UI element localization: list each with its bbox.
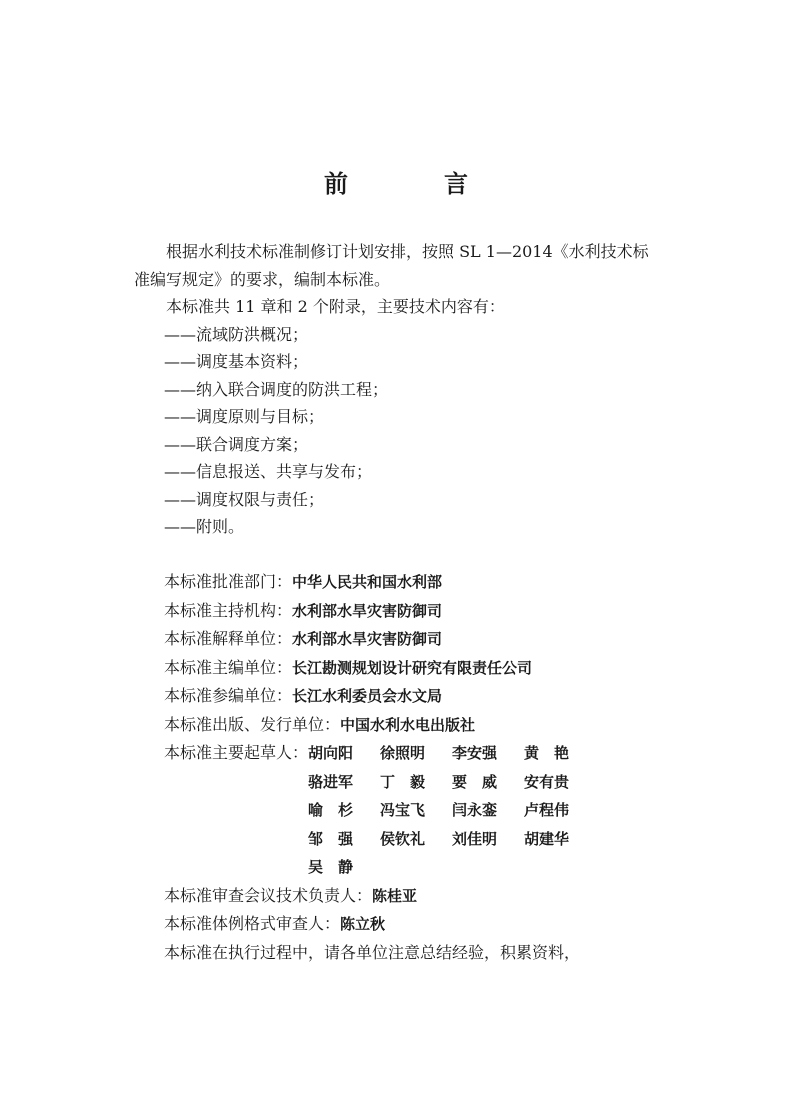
intro-paragraph-1: 根据水利技术标准制修订计划安排，按照 SL 1—2014《水利技术标准编写规定》的要求，编制本标准。: [134, 242, 649, 289]
participating-unit-value: 长江水利委员会水文局: [292, 687, 443, 705]
list-item: ——调度权限与责任；: [164, 489, 325, 509]
interpret-value: 水利部水旱灾害防御司: [292, 630, 443, 648]
drafter-name: 卢程伟: [524, 801, 570, 819]
format-review-label: 本标准体例格式审查人：: [164, 914, 341, 933]
approval-label: 本标准批准部门：: [164, 572, 293, 591]
drafter-name: 徐照明: [380, 744, 426, 762]
content-list: [134, 321, 654, 541]
list-item: ——信息报送、共享与发布；: [164, 462, 373, 481]
drafter-name: 喻 杉: [308, 801, 354, 819]
list-item: ——调度原则与目标；: [164, 407, 325, 426]
drafter-name: 李安强: [452, 744, 498, 762]
approval-value: 中华人民共和国水利部: [292, 573, 443, 591]
review-value: 陈桂亚: [372, 886, 418, 905]
intro-paragraph-2: 本标准共 11 章和 2 个附录，主要技术内容有：: [166, 297, 505, 316]
drafter-name: 黄 艳: [524, 744, 570, 762]
publisher-row: [134, 711, 654, 740]
list-item: ——流域防洪概况；: [164, 324, 309, 344]
drafter-name: 冯宝飞: [380, 801, 426, 819]
drafters-line: [308, 739, 596, 768]
list-item: ——联合调度方案；: [164, 434, 309, 454]
format-review-row: [134, 910, 654, 939]
drafters-line: [308, 853, 596, 882]
list-item: ——附则。: [164, 517, 245, 536]
drafters-list: [308, 739, 596, 882]
drafter-name: 邹 强: [308, 829, 354, 848]
host-label: 本标准主持机构：: [164, 600, 293, 620]
publisher-label: 本标准出版、发行单位：: [164, 714, 341, 734]
drafters-line: [308, 825, 596, 854]
page-title: 前 言: [324, 170, 504, 198]
list-item: ——调度基本资料；: [164, 352, 309, 371]
drafters-line: [308, 796, 596, 825]
drafter-name: 骆进军: [308, 772, 354, 791]
closing-line: 本标准在执行过程中，请各单位注意总结经验，积累资料，: [164, 942, 581, 962]
drafter-name: 胡建华: [524, 829, 570, 848]
chief-editor-value: 长江勘测规划设计研究有限责任公司: [292, 658, 533, 677]
drafters-row: [134, 739, 654, 882]
document-body: [134, 238, 654, 966]
section-gap: [134, 541, 654, 569]
chief-editor-row: [134, 654, 654, 683]
participating-unit-row: [134, 682, 654, 711]
review-row: [134, 882, 654, 911]
drafters-label: 本标准主要起草人：: [164, 743, 309, 762]
drafter-name: 侯钦礼: [380, 829, 426, 848]
interpret-label: 本标准解释单位：: [164, 629, 293, 648]
publisher-value: 中国水利水电出版社: [340, 715, 476, 734]
drafter-name: 吴 静: [308, 858, 354, 876]
format-review-value: 陈立秋: [340, 915, 386, 933]
review-label: 本标准审查会议技术负责人：: [164, 885, 373, 905]
interpret-row: [134, 625, 654, 654]
participating-unit-label: 本标准参编单位：: [164, 686, 293, 705]
drafter-name: 安有贵: [524, 772, 570, 791]
approval-row: [134, 568, 654, 597]
metadata-section: [134, 568, 654, 966]
list-item: ——纳入联合调度的防洪工程；: [164, 379, 389, 399]
drafters-line: [308, 768, 596, 797]
host-row: [134, 597, 654, 626]
drafter-name: 闫永銮: [452, 801, 498, 819]
drafter-name: 刘佳明: [452, 829, 498, 848]
chief-editor-label: 本标准主编单位：: [164, 657, 293, 677]
drafter-name: 要 威: [452, 772, 498, 791]
drafter-name: 胡向阳: [308, 744, 354, 762]
drafter-name: 丁 毅: [380, 772, 426, 791]
host-value: 水利部水旱灾害防御司: [292, 601, 443, 620]
